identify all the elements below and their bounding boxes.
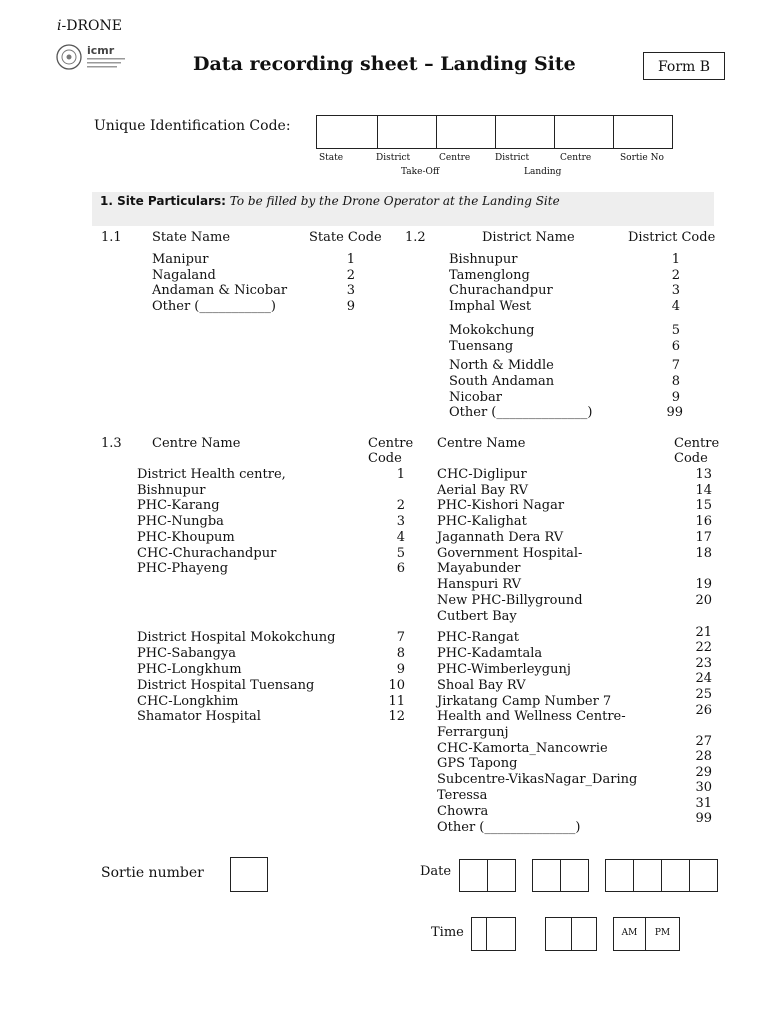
centre-item: CHC-Longkhim xyxy=(137,694,239,709)
centre-item: Ferrargunj xyxy=(437,725,509,740)
date-day-box-2[interactable] xyxy=(487,859,516,892)
centre-item: Government Hospital- xyxy=(437,546,583,561)
centre-item: PHC-Sabangya xyxy=(137,646,236,661)
centre-item: Shoal Bay RV xyxy=(437,678,526,693)
q13-code-header-left-2: Code xyxy=(368,451,402,466)
centre-code: 2 xyxy=(396,498,405,513)
uic-sublabel: Sortie No xyxy=(620,153,664,163)
district-item: Churachandpur xyxy=(449,283,553,298)
sortie-number-box[interactable] xyxy=(230,857,268,892)
district-code: 9 xyxy=(671,390,680,405)
centre-item: District Hospital Tuensang xyxy=(137,678,315,693)
centre-code: 31 xyxy=(695,796,712,811)
date-month-box-1[interactable] xyxy=(532,859,561,892)
centre-code: 29 xyxy=(695,765,712,780)
centre-item: PHC-Kishori Nagar xyxy=(437,498,565,513)
centre-item: PHC-Karang xyxy=(137,498,220,513)
district-item: Other (______________) xyxy=(449,405,593,420)
centre-code: 17 xyxy=(695,530,712,545)
centre-item: PHC-Phayeng xyxy=(137,561,229,576)
q11-number: 1.1 xyxy=(101,230,122,245)
district-code: 8 xyxy=(671,374,680,389)
uic-boxes[interactable] xyxy=(316,115,673,149)
district-item: Tuensang xyxy=(449,339,514,354)
q11-name-header: State Name xyxy=(152,230,231,245)
state-code: 1 xyxy=(346,252,355,267)
centre-code: 9 xyxy=(396,662,405,677)
uic-label: Unique Identification Code: xyxy=(94,118,291,134)
centre-code: 18 xyxy=(695,546,712,561)
uic-box-district-takeoff[interactable] xyxy=(377,115,437,149)
centre-item: Jirkatang Camp Number 7 xyxy=(437,694,612,709)
section-heading: 1. Site Particulars: To be filled by the Drone Operator at the Landing Site xyxy=(100,194,560,208)
q13-number: 1.3 xyxy=(101,436,122,451)
time-hour-box-2[interactable] xyxy=(486,917,516,951)
centre-code: 25 xyxy=(695,687,712,702)
district-item: Nicobar xyxy=(449,390,502,405)
centre-code: 21 xyxy=(695,625,712,640)
district-item: Bishnupur xyxy=(449,252,518,267)
district-code: 7 xyxy=(671,358,680,373)
centre-item: PHC-Kalighat xyxy=(437,514,527,529)
am-option[interactable]: AM xyxy=(613,917,646,951)
centre-item: PHC-Rangat xyxy=(437,630,519,645)
centre-code: 19 xyxy=(695,577,712,592)
district-code: 99 xyxy=(666,405,683,420)
state-item: Manipur xyxy=(152,252,209,267)
pm-option[interactable]: PM xyxy=(645,917,680,951)
centre-code: 4 xyxy=(396,530,405,545)
q12-name-header: District Name xyxy=(482,230,575,245)
date-year-box-3[interactable] xyxy=(661,859,690,892)
date-year-box-2[interactable] xyxy=(633,859,662,892)
centre-code: 8 xyxy=(396,646,405,661)
centre-code: 15 xyxy=(695,498,712,513)
uic-box-district-landing[interactable] xyxy=(495,115,555,149)
centre-item: CHC-Diglipur xyxy=(437,467,527,482)
centre-code: 28 xyxy=(695,749,712,764)
state-code: 2 xyxy=(346,268,355,283)
centre-item: Jagannath Dera RV xyxy=(437,530,564,545)
centre-code: 13 xyxy=(695,467,712,482)
centre-item: District Health centre, xyxy=(137,467,286,482)
centre-item: Subcentre-VikasNagar_Daring xyxy=(437,772,638,787)
district-item: Tamenglong xyxy=(449,268,530,283)
centre-item: Shamator Hospital xyxy=(137,709,261,724)
q13-code-header-left: Centre xyxy=(368,436,414,451)
district-item: Mokokchung xyxy=(449,323,535,338)
centre-item: Mayabunder xyxy=(437,561,521,576)
icmr-logo xyxy=(55,42,129,72)
uic-box-centre-takeoff[interactable] xyxy=(436,115,496,149)
uic-box-state[interactable] xyxy=(316,115,378,149)
district-item: South Andaman xyxy=(449,374,555,389)
district-item: Imphal West xyxy=(449,299,532,314)
centre-code: 16 xyxy=(695,514,712,529)
centre-item: CHC-Kamorta_Nancowrie xyxy=(437,741,608,756)
centre-item: PHC-Kadamtala xyxy=(437,646,543,661)
centre-item: Aerial Bay RV xyxy=(437,483,528,498)
uic-sublabel: State xyxy=(319,153,344,163)
centre-item: District Hospital Mokokchung xyxy=(137,630,336,645)
centre-code: 3 xyxy=(396,514,405,529)
q12-number: 1.2 xyxy=(405,230,426,245)
centre-code: 5 xyxy=(396,546,405,561)
date-month-box-2[interactable] xyxy=(560,859,589,892)
centre-code: 7 xyxy=(396,630,405,645)
centre-item: Bishnupur xyxy=(137,483,206,498)
centre-item: Cutbert Bay xyxy=(437,609,517,624)
date-day-box-1[interactable] xyxy=(459,859,488,892)
brand-title: i-DRONE xyxy=(57,18,122,34)
centre-item: CHC-Churachandpur xyxy=(137,546,277,561)
uic-sublabel: Centre xyxy=(560,153,592,163)
uic-group-landing: Landing xyxy=(524,167,562,177)
time-hour-box-1[interactable] xyxy=(471,917,487,951)
centre-code: 20 xyxy=(695,593,712,608)
district-code: 1 xyxy=(671,252,680,267)
centre-code: 22 xyxy=(695,640,712,655)
q13-code-header-right-2: Code xyxy=(674,451,708,466)
district-code: 3 xyxy=(671,283,680,298)
uic-group-takeoff: Take-Off xyxy=(401,167,440,177)
centre-item: GPS Tapong xyxy=(437,756,518,771)
q13-name-header-left: Centre Name xyxy=(152,436,241,451)
state-item: Other (___________) xyxy=(152,299,276,314)
district-code: 5 xyxy=(671,323,680,338)
centre-code: 24 xyxy=(695,671,712,686)
q11-code-header: State Code xyxy=(309,230,382,245)
centre-item: Other (______________) xyxy=(437,820,581,835)
centre-code: 6 xyxy=(396,561,405,576)
centre-item: Teressa xyxy=(437,788,488,803)
date-year-box-4[interactable] xyxy=(689,859,718,892)
time-minute-box-1[interactable] xyxy=(545,917,572,951)
page-title: Data recording sheet – Landing Site xyxy=(193,53,576,75)
uic-sublabel: District xyxy=(376,153,411,163)
uic-box-sortie[interactable] xyxy=(613,115,673,149)
centre-code: 99 xyxy=(695,811,712,826)
centre-item: PHC-Khoupum xyxy=(137,530,235,545)
centre-item: PHC-Wimberleygunj xyxy=(437,662,571,677)
district-code: 6 xyxy=(671,339,680,354)
form-label: Form B xyxy=(643,52,725,80)
svg-text:icmr: icmr xyxy=(87,44,115,57)
state-item: Andaman & Nicobar xyxy=(152,283,288,298)
centre-item: Health and Wellness Centre- xyxy=(437,709,626,724)
centre-item: PHC-Nungba xyxy=(137,514,224,529)
centre-item: New PHC-Billyground xyxy=(437,593,583,608)
sortie-label: Sortie number xyxy=(101,865,204,881)
centre-code: 1 xyxy=(396,467,405,482)
state-item: Nagaland xyxy=(152,268,216,283)
time-label: Time xyxy=(431,925,464,940)
state-code: 3 xyxy=(346,283,355,298)
centre-code: 26 xyxy=(695,703,712,718)
time-minute-box-2[interactable] xyxy=(571,917,597,951)
centre-code: 10 xyxy=(388,678,405,693)
centre-code: 27 xyxy=(695,734,712,749)
uic-sublabel: District xyxy=(495,153,530,163)
district-code: 2 xyxy=(671,268,680,283)
centre-item: PHC-Longkhum xyxy=(137,662,242,677)
q13-code-header-right: Centre xyxy=(674,436,720,451)
uic-box-centre-landing[interactable] xyxy=(554,115,614,149)
centre-code: 30 xyxy=(695,780,712,795)
state-code: 9 xyxy=(346,299,355,314)
centre-code: 12 xyxy=(388,709,405,724)
date-label: Date xyxy=(420,864,452,879)
centre-code: 23 xyxy=(695,656,712,671)
q12-code-header: District Code xyxy=(628,230,716,245)
district-item: North & Middle xyxy=(449,358,554,373)
district-code: 4 xyxy=(671,299,680,314)
centre-code: 11 xyxy=(388,694,405,709)
uic-sublabel: Centre xyxy=(439,153,471,163)
q13-name-header-right: Centre Name xyxy=(437,436,526,451)
centre-item: Chowra xyxy=(437,804,489,819)
centre-code: 14 xyxy=(695,483,712,498)
centre-item: Hanspuri RV xyxy=(437,577,522,592)
date-year-box-1[interactable] xyxy=(605,859,634,892)
